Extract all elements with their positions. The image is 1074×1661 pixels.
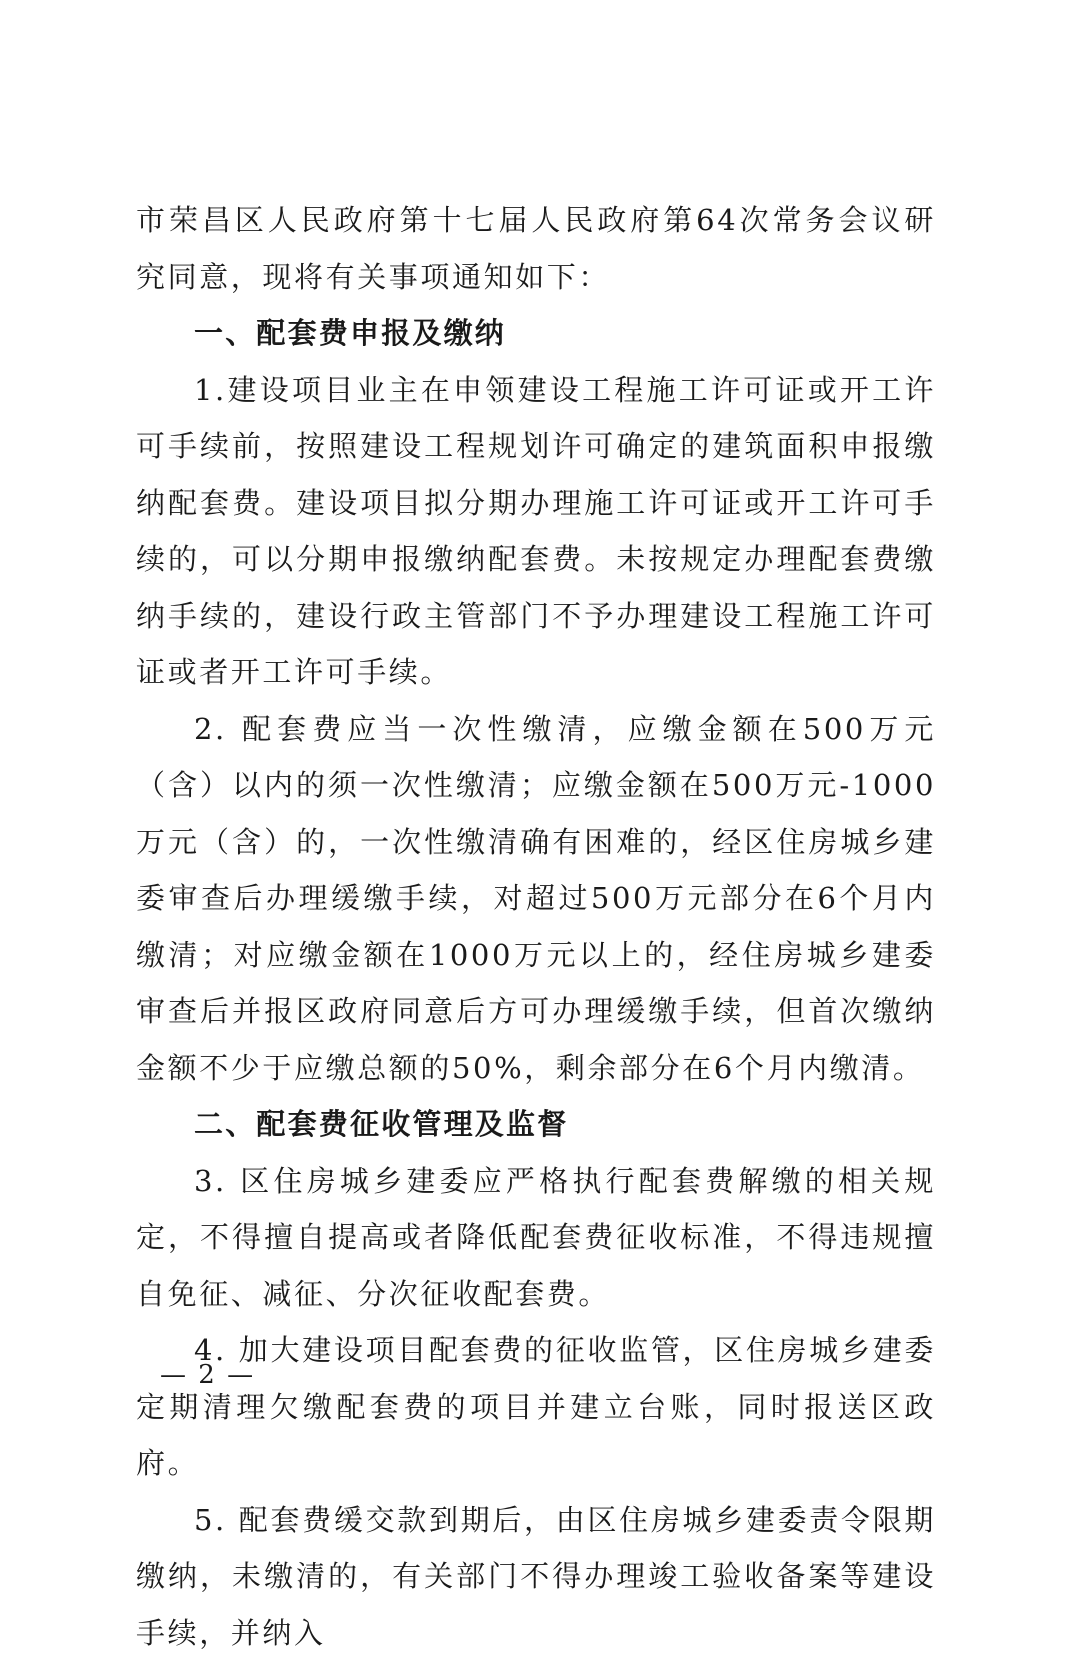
paragraph-intro: 市荣昌区人民政府第十七届人民政府第64次常务会议研究同意，现将有关事项通知如下： <box>136 192 936 305</box>
document-body <box>136 192 936 1661</box>
section-heading-2: 二、配套费征收管理及监督 <box>136 1096 936 1153</box>
paragraph-item-4: 4. 加大建设项目配套费的征收监管，区住房城乡建委定期清理欠缴配套费的项目并建立台账，同时报送区政府。 <box>136 1322 936 1492</box>
paragraph-item-3: 3. 区住房城乡建委应严格执行配套费解缴的相关规定，不得擅自提高或者降低配套费征收标准，不得违规擅自免征、减征、分次征收配套费。 <box>136 1153 936 1323</box>
paragraph-item-5: 5. 配套费缓交款到期后，由区住房城乡建委责令限期缴纳，未缴清的，有关部门不得办理竣工验收备案等建设手续，并纳入 <box>136 1492 936 1661</box>
section-heading-1: 一、配套费申报及缴纳 <box>136 305 936 362</box>
paragraph-item-2: 2. 配套费应当一次性缴清，应缴金额在500万元（含）以内的须一次性缴清；应缴金额在500万元-1000万元（含）的，一次性缴清确有困难的，经区住房城乡建委审查后办理缓缴手续，对超过500万元部分在6个月内缴清；对应缴金额在1000万元以上的，经住房城乡建委审查后并报区政府同意后方可办理缓缴手续，但首次缴纳金额不少于应缴总额的50%，剩余部分在6个月内缴清。 <box>136 701 936 1097</box>
paragraph-item-1: 1.建设项目业主在申领建设工程施工许可证或开工许可手续前，按照建设工程规划许可确定的建筑面积申报缴纳配套费。建设项目拟分期办理施工许可证或开工许可手续的，可以分期申报缴纳配套费。未按规定办理配套费缴纳手续的，建设行政主管部门不予办理建设工程施工许可证或者开工许可手续。 <box>136 362 936 701</box>
page-number: — 2 — <box>160 1360 255 1390</box>
